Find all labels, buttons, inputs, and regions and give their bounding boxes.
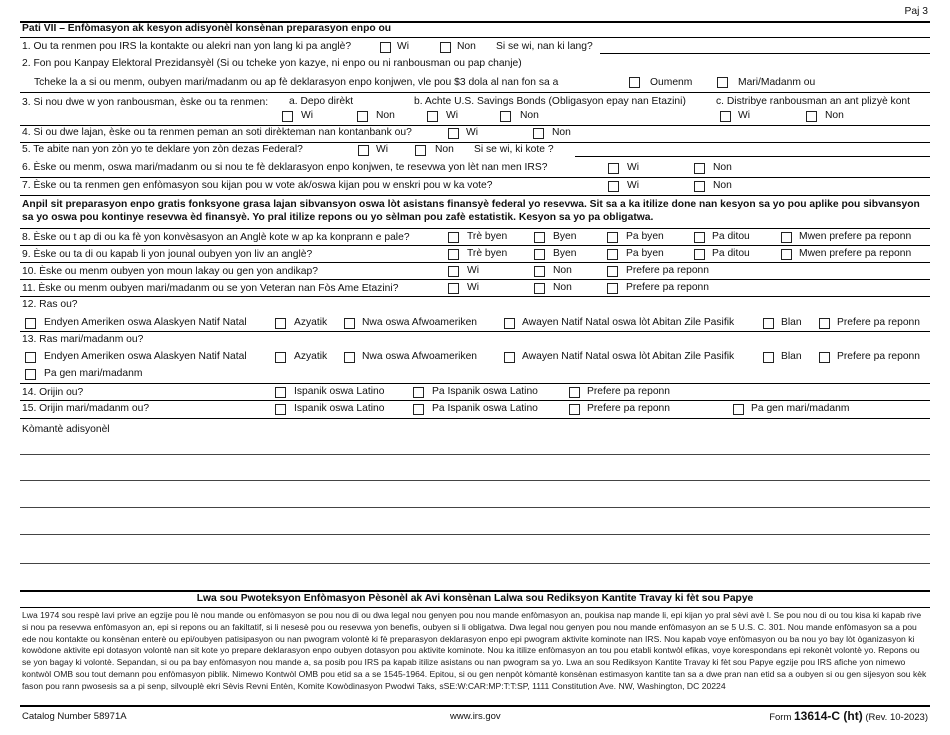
q6-yes-label: Wi <box>627 162 640 173</box>
q8-very-well-label: Trè byen <box>467 231 508 242</box>
q3a-no-label: Non <box>376 110 395 121</box>
q13-pacific-label: Awayen Natif Natal oswa lòt Abitan Zile Pasifik <box>522 351 735 362</box>
q11-prefer-label: Prefere pa reponn <box>626 282 710 293</box>
q15-not-hispanic-label: Pa Ispanik oswa Latino <box>432 403 538 414</box>
q2-self-checkbox[interactable] <box>629 77 640 88</box>
q11-prefer-checkbox[interactable] <box>607 283 618 294</box>
q1-language-line[interactable] <box>600 53 930 54</box>
q8-not-at-all-label: Pa ditou <box>712 231 750 242</box>
q6-no-checkbox[interactable] <box>694 163 705 174</box>
page-number: Paj 3 <box>904 6 928 17</box>
q12-native-checkbox[interactable] <box>25 318 36 329</box>
q5-no-checkbox[interactable] <box>415 145 426 156</box>
q3c-label: c. Distribye ranbousman an ant plizyè kont <box>716 96 911 107</box>
q1-no-checkbox[interactable] <box>440 42 451 53</box>
q9-very-well-label: Trè byen <box>467 248 508 259</box>
q3c-no-checkbox[interactable] <box>806 111 817 122</box>
q10-no-checkbox[interactable] <box>534 266 545 277</box>
q14-prefer-label: Prefere pa reponn <box>587 386 671 397</box>
q3c-yes-label: Wi <box>738 110 751 121</box>
q10-yes-label: Wi <box>467 265 480 276</box>
q3c-no-label: Non <box>825 110 844 121</box>
comment-line[interactable] <box>20 534 930 535</box>
q12-asian-checkbox[interactable] <box>275 318 286 329</box>
q12-text: 12. Ras ou? <box>22 299 78 310</box>
q6-yes-checkbox[interactable] <box>608 163 619 174</box>
q8-well-label: Byen <box>553 231 577 242</box>
q2-text: 2. Fon pou Kanpay Elektoral Prezidansyèl (Si ou tcheke yon kazye, ni enpo ou ni ranbousman ou pap chanje) <box>22 58 522 69</box>
q7-yes-checkbox[interactable] <box>608 181 619 192</box>
q14-not-hispanic-label: Pa Ispanik oswa Latino <box>432 386 538 397</box>
q13-white-checkbox[interactable] <box>763 352 774 363</box>
q10-prefer-checkbox[interactable] <box>607 266 618 277</box>
q11-text: 11. Èske ou menm oubyen mari/madanm ou se yon Veteran nan Fòs Ame Etazini? <box>22 283 399 294</box>
q11-yes-label: Wi <box>467 282 480 293</box>
q15-prefer-label: Prefere pa reponn <box>587 403 671 414</box>
q7-no-label: Non <box>713 180 732 191</box>
q1-followup-label: Si se wi, nan ki lang? <box>496 41 593 52</box>
q3a-yes-label: Wi <box>301 110 314 121</box>
q5-yes-checkbox[interactable] <box>358 145 369 156</box>
q12-black-checkbox[interactable] <box>344 318 355 329</box>
q13-no-spouse-checkbox[interactable] <box>25 369 36 380</box>
q1-text: 1. Ou ta renmen pou IRS la kontakte ou alekri nan yon lang ki pa anglè? <box>22 41 352 52</box>
q9-not-at-all-checkbox[interactable] <box>694 249 705 260</box>
q7-no-checkbox[interactable] <box>694 181 705 192</box>
q13-text: 13. Ras mari/madanm ou? <box>22 334 144 345</box>
q3c-yes-checkbox[interactable] <box>720 111 731 122</box>
form-revision: (Rev. 10-2023) <box>865 712 928 723</box>
q2-sub: Tcheke la a si ou menm, oubyen mari/madanm ou ap fè deklarasyon enpo konjwen, vle pou $3 dola al nan fon sa a <box>34 77 559 88</box>
q14-not-hispanic-checkbox[interactable] <box>413 387 424 398</box>
section-title: Pati VII – Enfòmasyon ak kesyon adisyonèl konsènan preparasyon enpo ou <box>22 23 392 34</box>
comments-label: Kòmantè adisyonèl <box>22 424 110 435</box>
q10-yes-checkbox[interactable] <box>448 266 459 277</box>
q12-prefer-label: Prefere pa reponn <box>837 317 921 328</box>
website: www.irs.gov <box>450 711 501 722</box>
q4-yes-checkbox[interactable] <box>448 128 459 139</box>
q8-very-well-checkbox[interactable] <box>448 232 459 243</box>
q8-not-well-label: Pa byen <box>626 231 664 242</box>
q9-not-well-checkbox[interactable] <box>607 249 618 260</box>
q6-text: 6. Èske ou menm, oswa mari/madanm ou si nou te fè deklarasyon enpo konjwen, te resevwa yon lèt nan men IRS? <box>22 162 548 173</box>
q4-yes-label: Wi <box>466 127 479 138</box>
q2-spouse-label: Mari/Madanm ou <box>738 77 816 88</box>
q3b-yes-checkbox[interactable] <box>427 111 438 122</box>
q13-prefer-label: Prefere pa reponn <box>837 351 921 362</box>
q8-well-checkbox[interactable] <box>534 232 545 243</box>
q2-self-label: Oumenm <box>650 77 693 88</box>
q4-no-label: Non <box>552 127 571 138</box>
q15-prefer-checkbox[interactable] <box>569 404 580 415</box>
form-id <box>769 709 928 723</box>
q10-prefer-label: Prefere pa reponn <box>626 265 710 276</box>
comment-line[interactable] <box>20 480 930 481</box>
q9-not-well-label: Pa byen <box>626 248 664 259</box>
q1-no-label: Non <box>457 41 476 52</box>
q1-yes-label: Wi <box>397 41 410 52</box>
q13-pacific-checkbox[interactable] <box>504 352 515 363</box>
q9-not-at-all-label: Pa ditou <box>712 248 750 259</box>
q5-text: 5. Te abite nan yon zòn yo te deklare yon zòn dezas Federal? <box>22 144 303 155</box>
q14-prefer-checkbox[interactable] <box>569 387 580 398</box>
q5-yes-label: Wi <box>376 144 389 155</box>
form-prefix: Form <box>769 712 792 723</box>
q12-pacific-checkbox[interactable] <box>504 318 515 329</box>
q3b-no-label: Non <box>520 110 539 121</box>
q8-text: 8. Èske ou t ap di ou ka fè yon konvèsasyon an Anglè kote w ap ka konprann e pale? <box>22 232 410 243</box>
q13-white-label: Blan <box>781 351 802 362</box>
q13-no-spouse-label: Pa gen mari/madanm <box>44 368 143 379</box>
q7-text: 7. Èske ou ta renmen gen enfòmasyon sou kijan pou w vote ak/oswa kijan pou w enskri pou w ka vote? <box>22 180 493 191</box>
q12-asian-label: Azyatik <box>294 317 328 328</box>
q9-text: 9. Èske ou ta di ou kapab li yon jounal oubyen yon liv an anglè? <box>22 249 313 260</box>
q9-prefer-not-checkbox[interactable] <box>781 249 792 260</box>
privacy-body: Lwa 1974 sou respè lavi prive an egzije pou lè nou mande ou enfòmasyon se pou nou di ou dwa legal nou genyen pou nou mande enfòmasyon an, poukisa nap mande li, epi kijan yo pral sèvi avè l. Se pou nou di ou tou kisa ki kapab rive si nou pa resevwa enfòmasyon an, epi si repons ou an fakiltatif, si li nesesè pou ou resevwa yon benefis, oubyen si li obligatwa. Dwa legal nou genyen pou nou mande enfòmasyon an se 5 U.S. C. 301. Nou mande enfòmasyon sa a pou ede nou kontakte ou konsènan enterè ou epi/oubyen patisipasyon ou nan pwogram volontè ki fè preparasyon deklarasyon enpo epi pwogram aktivite kominote nan IRS. Nou kapab voye enfòmasyon ou ba nou yo bay lòt òganizasyon ki kowòdone aktivite epi dotasyon volontè nan sit kote yo prepare deklarasyon enpo oubyen dotasyon pou aktivite kominote. Nou ka itilize enfòmasyon an tou pou etabli kontwòl efikas, voye korespondans epi rekonèt volontè yo. Repons ou se yon bagay ki volontè. Sepandan, si ou pa bay enfòmasyon nou mande a, sa posib pou IRS pa kapab itilize asistans ou nan pwogram sa yo. Lwa an sou Rediksyon Kantite Travay ki fèt sou Papye egzije pou IRS afiche yon nimewo kontwòl OMB sou tout demann pou enfòmasyon piblik. Nimewo Kontwòl OMB pou etid sa a se 1545-1964. Epitou, si ou gen nenpòt kòmantè konsènan estimasyon kantite tan sa a dwe pran nan etid sa a oubyen si ou gen sijesyon sou kèk fason pou rann pwosesis sa a pi senp, silvouplè ekri Sèvis Revni Entèn, Komite Kowòdinasyon Pwodwi Taks, sSE:W:CAR:MP:T:T:SP, 1111 Constitution Ave. NW, Washington, DC 20224 <box>22 610 927 691</box>
q5-followup-label: Si se wi, ki kote ? <box>474 144 554 155</box>
q12-pacific-label: Awayen Natif Natal oswa lòt Abitan Zile Pasifik <box>522 317 735 328</box>
q13-native-label: Endyen Ameriken oswa Alaskyen Natif Natal <box>44 351 247 362</box>
q15-hispanic-label: Ispanik oswa Latino <box>294 403 385 414</box>
q14-hispanic-label: Ispanik oswa Latino <box>294 386 385 397</box>
q1-yes-checkbox[interactable] <box>380 42 391 53</box>
q10-text: 10. Èske ou menm oubyen yon moun lakay ou gen yon andikap? <box>22 266 318 277</box>
q6-no-label: Non <box>713 162 732 173</box>
q12-white-label: Blan <box>781 317 802 328</box>
q3a-no-checkbox[interactable] <box>357 111 368 122</box>
q13-black-label: Nwa oswa Afwoameriken <box>362 351 478 362</box>
q13-black-checkbox[interactable] <box>344 352 355 363</box>
q9-very-well-checkbox[interactable] <box>448 249 459 260</box>
q9-well-label: Byen <box>553 248 577 259</box>
q12-black-label: Nwa oswa Afwoameriken <box>362 317 478 328</box>
q5-location-line[interactable] <box>575 156 930 157</box>
q11-no-checkbox[interactable] <box>534 283 545 294</box>
q7-yes-label: Wi <box>627 180 640 191</box>
q8-prefer-not-label: Mwen prefere pa reponn <box>799 231 912 242</box>
q3a-label: a. Depo dirèkt <box>289 96 354 107</box>
q14-text: 14. Orijin ou? <box>22 387 84 398</box>
q4-no-checkbox[interactable] <box>533 128 544 139</box>
q3a-yes-checkbox[interactable] <box>282 111 293 122</box>
q2-spouse-checkbox[interactable] <box>717 77 728 88</box>
q12-white-checkbox[interactable] <box>763 318 774 329</box>
q9-prefer-not-label: Mwen prefere pa reponn <box>799 248 912 259</box>
q3b-no-checkbox[interactable] <box>500 111 511 122</box>
form-number: 13614-C (ht) <box>794 709 863 723</box>
q3-text: 3. Si nou dwe w yon ranbousman, èske ou ta renmen: <box>22 97 269 108</box>
q11-yes-checkbox[interactable] <box>448 283 459 294</box>
q15-no-spouse-checkbox[interactable] <box>733 404 744 415</box>
q5-no-label: Non <box>435 144 454 155</box>
q4-text: 4. Si ou dwe lajan, èske ou ta renmen peman an soti dirèkteman nan kontanbank ou? <box>22 127 412 138</box>
q13-native-checkbox[interactable] <box>25 352 36 363</box>
q15-not-hispanic-checkbox[interactable] <box>413 404 424 415</box>
catalog-number: Catalog Number 58971A <box>22 711 127 722</box>
q13-asian-label: Azyatik <box>294 351 328 362</box>
q12-prefer-checkbox[interactable] <box>819 318 830 329</box>
q12-native-label: Endyen Ameriken oswa Alaskyen Natif Natal <box>44 317 247 328</box>
q13-prefer-checkbox[interactable] <box>819 352 830 363</box>
q8-not-well-checkbox[interactable] <box>607 232 618 243</box>
q14-hispanic-checkbox[interactable] <box>275 387 286 398</box>
q11-no-label: Non <box>553 282 572 293</box>
q10-no-label: Non <box>553 265 572 276</box>
privacy-title: Lwa sou Pwoteksyon Enfòmasyon Pèsonèl ak Avi konsènan Lalwa sou Rediksyon Kantite Travay ki fèt sou Papye <box>196 593 754 604</box>
q13-asian-checkbox[interactable] <box>275 352 286 363</box>
comment-line[interactable] <box>20 563 930 564</box>
q8-prefer-not-checkbox[interactable] <box>781 232 792 243</box>
q9-well-checkbox[interactable] <box>534 249 545 260</box>
q8-not-at-all-checkbox[interactable] <box>694 232 705 243</box>
q3b-label: b. Achte U.S. Savings Bonds (Obligasyon epay nan Etazini) <box>414 96 686 107</box>
comment-line[interactable] <box>20 507 930 508</box>
q3b-yes-label: Wi <box>446 110 459 121</box>
q15-hispanic-checkbox[interactable] <box>275 404 286 415</box>
comment-line[interactable] <box>20 454 930 455</box>
grant-notice: Anpil sit preparasyon enpo gratis fonksyone grasa lajan sibvansyon oswa lòt asistans finansyè federal yo resevwa. Sit sa a ka itilize done nan kesyon sa yo pou aplike pou sibvansyon sa yo oswa pou kontinye resevwa èd finansyè. Yo pral itilize repons ou yo sèlman pou zafè estatistik. Kesyon sa yo pa obligatwa. <box>22 199 920 223</box>
q15-no-spouse-label: Pa gen mari/madanm <box>751 403 850 414</box>
q15-text: 15. Orijin mari/madanm ou? <box>22 403 150 414</box>
